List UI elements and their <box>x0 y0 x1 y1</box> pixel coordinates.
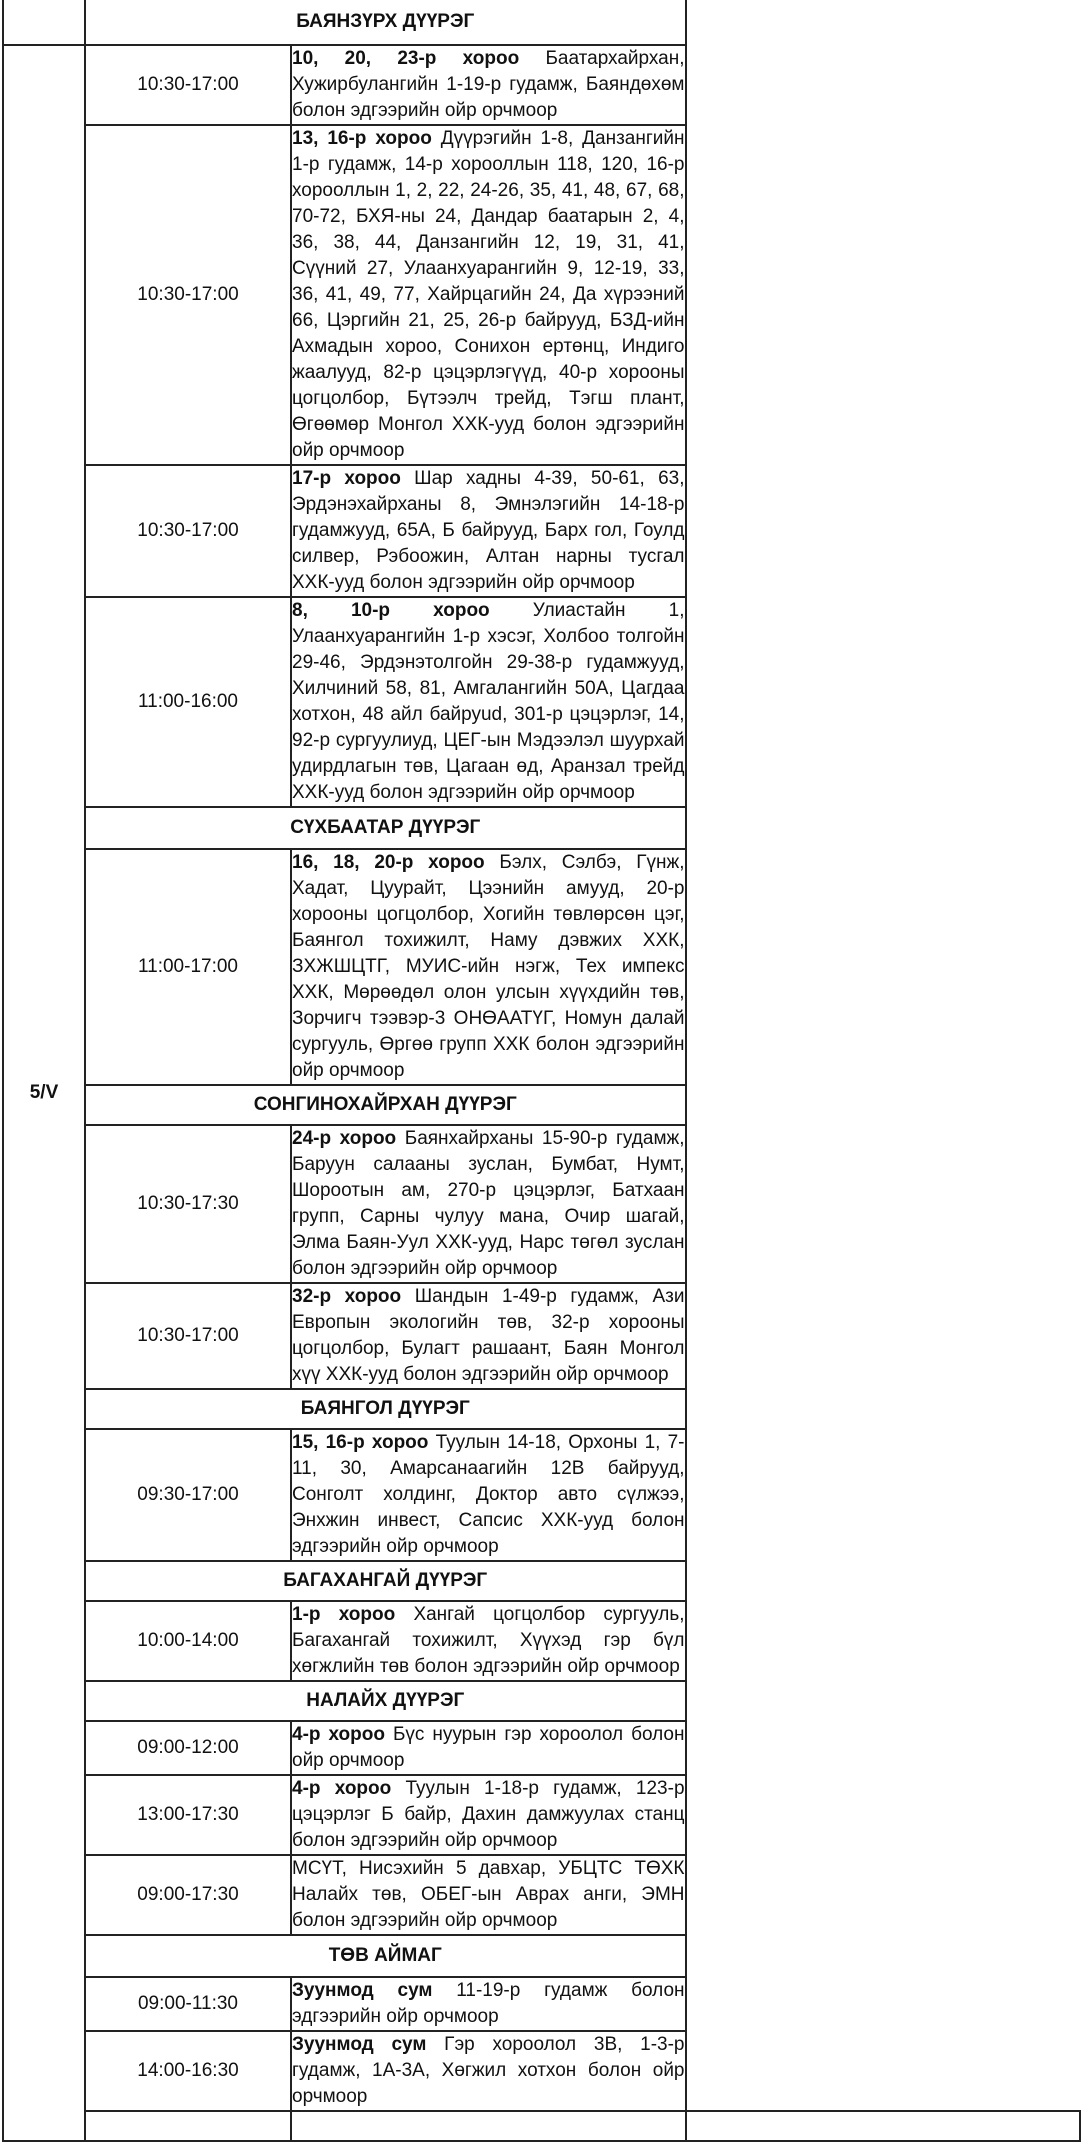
location-cell <box>291 465 686 597</box>
time-cell: 10:30-17:00 <box>85 1283 291 1389</box>
location-text: Гэр хороолол 3В, 1-3-р гудамж, 1А-3А, Хөгжил хотхон болон ойр орчмоор <box>292 2034 685 2107</box>
table-row <box>3 849 1080 1085</box>
time-cell: 10:30-17:00 <box>85 465 291 597</box>
location-text: Улиастайн 1, Улаанхуарангийн 1-р хэсэг, Холбоо толгойн 29-46, Эрдэнэтолгойн 29-38-р гудамжууд, Хилчиний 58, 81, Амгалангийн 50А, Цагдаа хотхон, 48 айл байруud, 301-р цэцэрлэг, 14, 92-р сургуулиуд, ЦЕГ-ын Мэдээлэл шуурхай удирдлагын төв, Цагаан өд, Аранзал трейд ХХК-ууд болон эдгээрийн ойр орчмоор <box>292 600 685 803</box>
time-cell: 09:00-11:30 <box>85 1977 291 2031</box>
district-header-row <box>3 1681 1080 1721</box>
location-cell <box>291 1721 686 1775</box>
district-title: ТӨВ АЙМАГ <box>85 1935 686 1977</box>
district-title: БАГАХАНГАЙ ДҮҮРЭГ <box>85 1561 686 1601</box>
table-row <box>3 45 1080 125</box>
khoroo-label: 4-р хороо <box>292 1778 392 1799</box>
location-text: Бүс нуурын гэр хороолол болон ойр орчмоор <box>292 1724 685 1771</box>
khoroo-label: 32-р хороо <box>292 1286 402 1307</box>
table-row <box>3 125 1080 465</box>
location-cell <box>291 1125 686 1283</box>
district-title: БАЯНЗҮРХ ДҮҮРЭГ <box>85 0 686 45</box>
khoroo-label: 10, 20, 23-р хороо <box>292 48 520 69</box>
location-text: Шандын 1-49-р гудамж, Ази Европын экологийн төв, 32-р хорооны цогцолбор, Булагт рашаант, Баян Монгол хүү ХХК-ууд болон эдгээрийн ойр орчмоор <box>292 1286 685 1385</box>
location-cell <box>291 849 686 1085</box>
district-title: СҮХБААТАР ДҮҮРЭГ <box>85 807 686 849</box>
time-cell: 10:30-17:30 <box>85 1125 291 1283</box>
date-header-cell <box>3 0 85 45</box>
location-cell <box>291 1855 686 1935</box>
table-row <box>3 1775 1080 1855</box>
location-cell <box>291 597 686 807</box>
khoroo-label: 4-р хороо <box>292 1724 385 1745</box>
location-text: Хангай цогцолбор сургууль, Багахангай тохижилт, Хүүхэд гэр бүл хөгжлийн төв болон эдгээрийн ойр орчмоор <box>292 1604 685 1677</box>
district-title: БАЯНГОЛ ДҮҮРЭГ <box>85 1389 686 1429</box>
khoroo-label: 24-р хороо <box>292 1128 397 1149</box>
district-header-row <box>3 0 1080 45</box>
table-row <box>3 1601 1080 1681</box>
location-text: Баатархайрхан, Хужирбулангийн 1-19-р гудамж, Баяндөхөм болон эдгээрийн ойр орчмоор <box>292 48 685 121</box>
time-cell: 13:00-17:30 <box>85 1775 291 1855</box>
district-header-row <box>3 1085 1080 1125</box>
location-text: Дүүрэгийн 1-8, Данзангийн 1-р гудамж, 14-р хорооллын 118, 120, 16-р хорооллын 1, 2, 22, 24-26, 35, 41, 48, 67, 68, 70-72, БХЯ-ны 24, Дандар баатарын 2, 4, 36, 38, 44, Данзангийн 12, 19, 31, 41, Сүүний 27, Улаанхуарангийн 9, 12-19, 33, 36, 41, 49, 77, Хайрцагийн 24, Да хүрээний 66, Цэргийн 21, 25, 26-р байрууд, БЗД-ийн Ахмадын хороо, Сонихон ертөнц, Индиго жаалууд, 82-р цэцэрлэгүүд, 40-р хорооны цогцолбор, Бүтээлч трейд, Тэгш плант, Өгөөмөр Монгол ХХК-ууд болон эдгээрийн ойр орчмоор <box>292 128 685 461</box>
location-text: Шар хадны 4-39, 50-61, 63, Эрдэнэхайрханы 8, Эмнэлэгийн 14-18-р гудамжууд, 65А, Б байрууд, Барх гол, Гоулд силвер, Рэбоожин, Алтан нарны тусгал ХХК-ууд болон эдгээрийн ойр орчмоор <box>292 468 685 593</box>
location-text: Туулын 14-18, Орхоны 1, 7-11, 30, Амарсанаагийн 12В байрууд, Сонголт холдинг, Доктор авто сүлжээ, Энхжин инвест, Сапсис ХХК-ууд болон эдгээрийн ойр орчмоор <box>292 1432 685 1557</box>
table-row <box>3 2031 1080 2111</box>
time-cell: 10:30-17:00 <box>85 125 291 465</box>
table-row <box>3 1855 1080 1935</box>
time-cell: 10:00-14:00 <box>85 1601 291 1681</box>
khoroo-label: Зуунмод сум <box>292 2034 427 2055</box>
khoroo-label: 17-р хороо <box>292 468 401 489</box>
table-row <box>3 465 1080 597</box>
location-cell <box>291 45 686 125</box>
time-cell: 10:30-17:00 <box>85 45 291 125</box>
district-title: СОНГИНОХАЙРХАН ДҮҮРЭГ <box>85 1085 686 1125</box>
district-header-row <box>3 807 1080 849</box>
district-header-row <box>3 1935 1080 1977</box>
time-cell: 14:00-16:30 <box>85 2031 291 2111</box>
khoroo-label: 8, 10-р хороо <box>292 600 490 621</box>
table-row <box>3 597 1080 807</box>
location-text: МСҮТ, Нисэхийн 5 давхар, УБЦТС ТӨХК Налайх төв, ОБЕГ-ын Аврах анги, ЭМН болон эдгээрийн ойр орчмоор <box>292 1858 685 1931</box>
khoroo-label: Зуунмод сум <box>292 1980 433 2001</box>
khoroo-label: 13, 16-р хороо <box>292 128 432 149</box>
time-cell: 09:30-17:00 <box>85 1429 291 1561</box>
time-cell: 09:00-12:00 <box>85 1721 291 1775</box>
district-title: НАЛАЙХ ДҮҮРЭГ <box>85 1681 686 1721</box>
location-cell <box>291 125 686 465</box>
location-text: Бэлх, Сэлбэ, Гүнж, Хадат, Цуурайт, Цээнийн амууд, 20-р хорооны цогцолбор, Хогийн төвлөрсөн цэг, Баянгол тохижилт, Наму дэвжих ХХК, ЗХЖШЦТГ, МУИС-ийн нэгж, Тех импекс ХХК, Мөрөөдөл олон улсын хүүхдийн төв, Зорчигч тээвэр-3 ОНӨААТҮГ, Номун далай сургууль, Өргөө групп ХХК болон эдгээрийн ойр орчмоор <box>292 852 685 1081</box>
khoroo-label: 16, 18, 20-р хороо <box>292 852 485 873</box>
district-header-row <box>3 1561 1080 1601</box>
location-text: Баянхайрханы 15-90-р гудамж, Баруун салааны зуслан, Бумбат, Нумт, Шороотын ам, 270-р цэцэрлэг, Батхаан групп, Сарны чулуу мана, Очир шагай, Элма Баян-Уул ХХК-ууд, Нарс төгөл зуслан болон эдгээрийн ойр орчмоор <box>292 1128 685 1279</box>
khoroo-label: 1-р хороо <box>292 1604 396 1625</box>
location-cell <box>291 1977 686 2031</box>
location-cell <box>291 1283 686 1389</box>
time-cell: 11:00-16:00 <box>85 597 291 807</box>
outage-schedule-table <box>2 0 1081 2142</box>
location-cell <box>291 2031 686 2111</box>
table-row <box>3 1721 1080 1775</box>
time-cell: 11:00-17:00 <box>85 849 291 1085</box>
table-row <box>3 1977 1080 2031</box>
location-cell <box>291 1601 686 1681</box>
location-text: Туулын 1-18-р гудамж, 123-р цэцэрлэг Б байр, Дахин дамжуулах станц болон эдгээрийн ойр орчмоор <box>292 1778 685 1851</box>
location-cell <box>291 1775 686 1855</box>
location-cell <box>291 1429 686 1561</box>
khoroo-label: 15, 16-р хороо <box>292 1432 429 1453</box>
table-row <box>3 1283 1080 1389</box>
time-cell: 09:00-17:30 <box>85 1855 291 1935</box>
table-row <box>3 1125 1080 1283</box>
date-cell: 5/V <box>3 45 85 2141</box>
trailing-row <box>3 2111 1080 2141</box>
table-row <box>3 1429 1080 1561</box>
location-text: 11-19-р гудамж болон эдгээрийн ойр орчмоор <box>292 1980 685 2027</box>
district-header-row <box>3 1389 1080 1429</box>
